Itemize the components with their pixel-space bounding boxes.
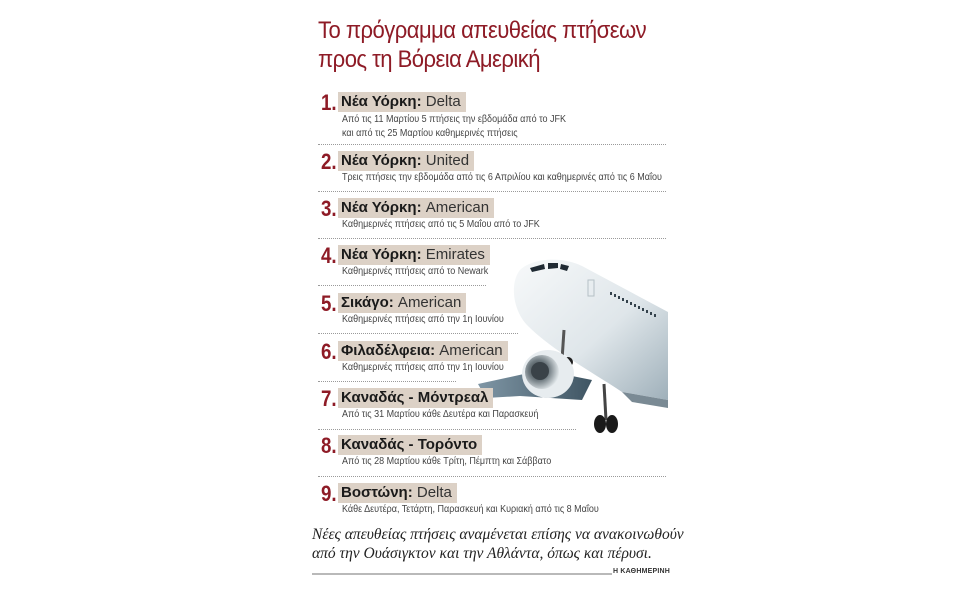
item-destination: Νέα Υόρκη: <box>341 199 422 216</box>
item-destination: Νέα Υόρκη: <box>341 246 422 263</box>
item-destination: Καναδάς - Τορόντο <box>341 436 478 453</box>
item-description: και από τις 25 Μαρτίου καθημερινές πτήσεις <box>342 128 518 139</box>
footer-note <box>312 525 684 563</box>
title-line-2: προς τη Βόρεια Αμερική <box>318 46 540 73</box>
item-description: Καθημερινές πτήσεις από τις 5 Μαΐου από το JFK <box>342 219 540 230</box>
item-description: Καθημερινές πτήσεις από την 1η Ιουνίου <box>342 314 504 325</box>
separator <box>318 191 666 192</box>
item-number: 6. <box>321 339 337 364</box>
item-heading <box>338 92 466 112</box>
item-heading <box>338 435 482 455</box>
item-destination: Φιλαδέλφεια: <box>341 342 436 359</box>
item-destination: Βοστώνη: <box>341 484 413 501</box>
title-line-1: Το πρόγραμμα απευθείας πτήσεων <box>318 17 647 44</box>
item-heading <box>338 293 466 313</box>
item-number: 1. <box>321 90 337 115</box>
footer-divider <box>312 573 612 575</box>
page-title <box>318 16 649 74</box>
item-heading <box>338 483 457 503</box>
item-carrier: American <box>421 199 490 216</box>
item-number: 5. <box>321 291 337 316</box>
item-number: 9. <box>321 481 337 506</box>
item-number: 2. <box>321 149 337 174</box>
item-description: Τρεις πτήσεις την εβδομάδα από τις 6 Απριλίου και καθημερινές από τις 6 Μαΐου <box>342 172 662 183</box>
source-credit: Η ΚΑΘΗΜΕΡΙΝΗ <box>612 568 670 575</box>
item-number: 4. <box>321 243 337 268</box>
item-carrier: American <box>393 294 462 311</box>
item-number: 8. <box>321 433 337 458</box>
item-heading <box>338 198 494 218</box>
item-carrier: Emirates <box>421 246 485 263</box>
item-description: Καθημερινές πτήσεις από το Newark <box>342 266 489 277</box>
item-number: 3. <box>321 196 337 221</box>
item-description: Από τις 28 Μαρτίου κάθε Τρίτη, Πέμπτη και Σάββατο <box>342 456 552 467</box>
item-carrier: American <box>435 342 503 359</box>
infographic <box>300 0 684 600</box>
item-description: Από τις 31 Μαρτίου κάθε Δευτέρα και Παρασκευή <box>342 409 539 420</box>
footer-note-line-2: από την Ουάσιγκτον και την Αθλάντα, όπως και πέρυσι. <box>312 545 652 562</box>
separator <box>318 381 456 382</box>
item-destination: Καναδάς - Μόντρεαλ <box>341 389 489 406</box>
item-carrier: Delta <box>412 484 452 501</box>
item-carrier: Delta <box>421 93 461 110</box>
item-heading <box>338 341 508 361</box>
item-heading <box>338 151 474 171</box>
separator <box>318 333 518 334</box>
item-destination: Νέα Υόρκη: <box>341 152 422 169</box>
separator <box>318 144 666 145</box>
item-description: Από τις 11 Μαρτίου 5 πτήσεις την εβδομάδα από το JFK <box>342 114 567 125</box>
item-description: Κάθε Δευτέρα, Τετάρτη, Παρασκευή και Κυριακή από τις 8 Μαΐου <box>342 504 599 515</box>
separator <box>318 285 486 286</box>
item-destination: Νέα Υόρκη: <box>341 93 422 110</box>
item-description: Καθημερινές πτήσεις από την 1η Ιουνίου <box>342 362 504 373</box>
item-heading <box>338 245 490 265</box>
item-heading <box>338 388 493 408</box>
separator <box>318 429 576 430</box>
item-carrier: United <box>421 152 470 169</box>
footer-note-line-1: Νέες απευθείας πτήσεις αναμένεται επίσης να ανακοινωθούν <box>312 526 684 543</box>
separator <box>318 238 666 239</box>
item-destination: Σικάγο: <box>341 294 394 311</box>
separator <box>318 476 666 477</box>
item-number: 7. <box>321 386 337 411</box>
